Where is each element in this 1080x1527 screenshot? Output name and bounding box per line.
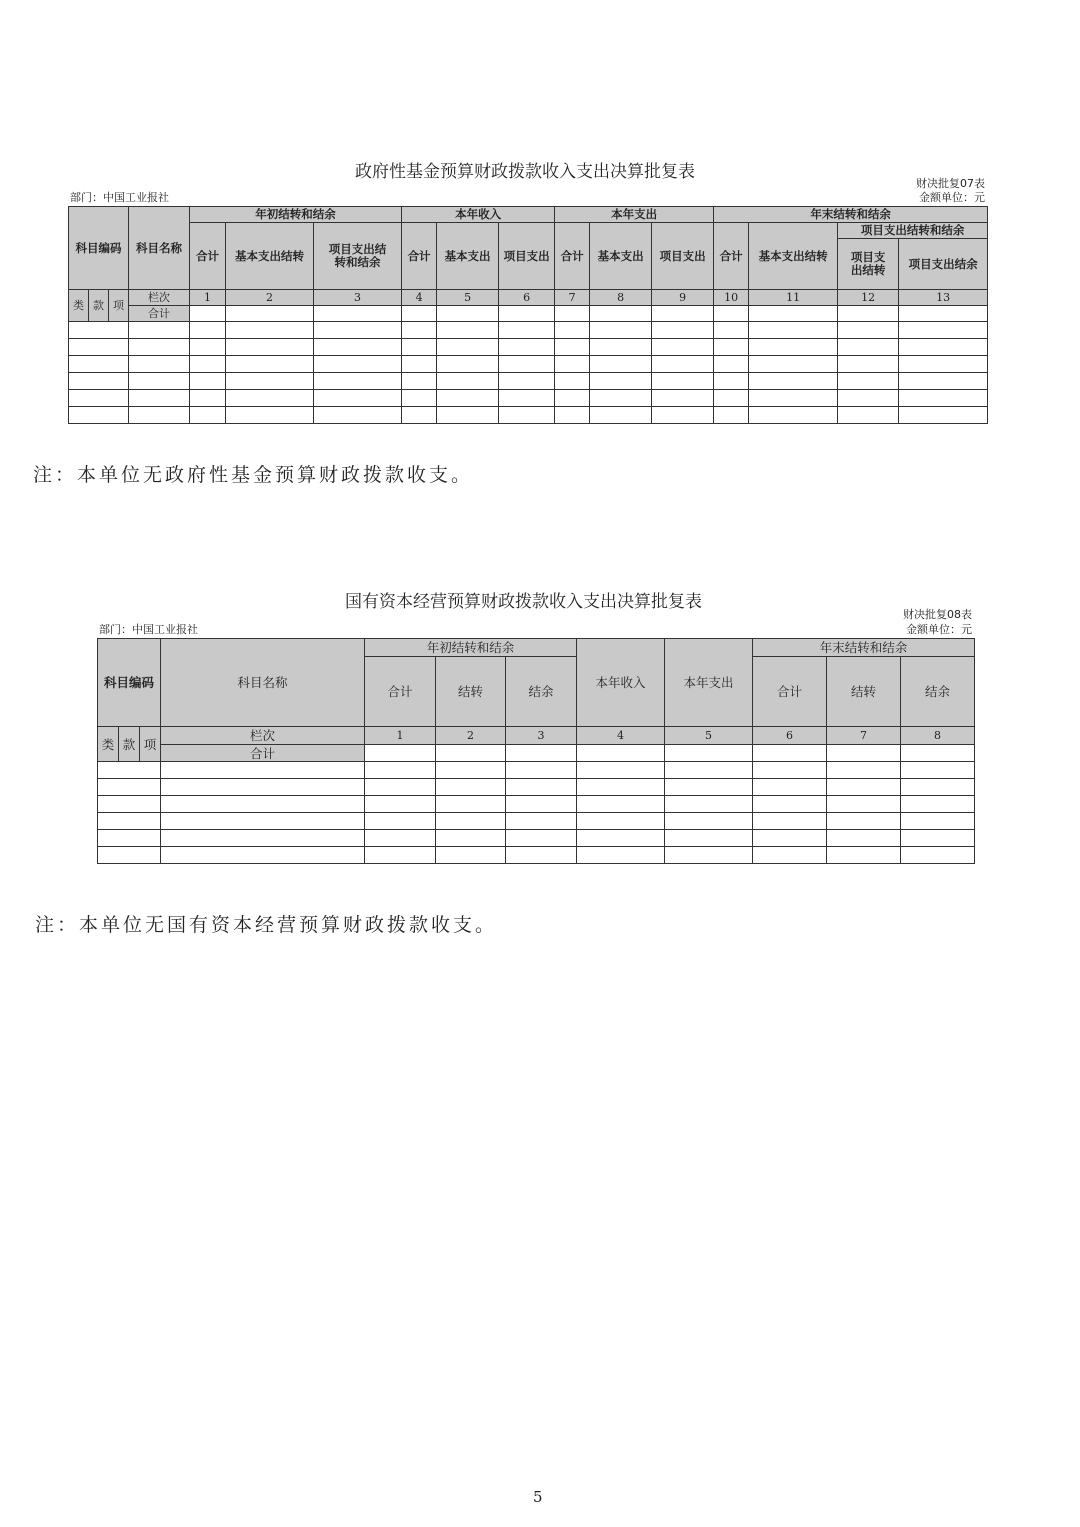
table-cell [365,847,436,864]
table-cell [436,745,506,762]
header-code: 科目编码 [69,207,129,290]
table-cell [577,813,665,830]
col-number: 6 [499,290,555,306]
table-row [69,407,988,424]
table-cell [314,407,402,424]
header-begin-surplus: 结余 [506,657,577,727]
table-cell [714,339,749,356]
table-cell [590,356,652,373]
table-cell [98,813,161,830]
table-cell [190,339,226,356]
col-number: 2 [436,727,506,745]
col-number: 10 [714,290,749,306]
table-cell [226,356,314,373]
table-cell [499,390,555,407]
table-cell [161,813,365,830]
table-cell [161,796,365,813]
table-cell [437,339,499,356]
table-cell [749,407,838,424]
header-end-group: 年末结转和结余 [753,639,975,657]
col-number: 12 [838,290,899,306]
table-cell [402,322,437,339]
table-cell [365,779,436,796]
table-cell [69,339,129,356]
table-cell [838,322,899,339]
header-kuan: 款 [89,290,109,322]
table2-title: 国有资本经营预算财政拨款收入支出决算批复表 [345,592,702,612]
table-cell [590,306,652,322]
table-cell [499,373,555,390]
table-cell [499,306,555,322]
table-cell [69,373,129,390]
table-cell [161,847,365,864]
table-cell [314,390,402,407]
table-cell [901,796,975,813]
table-cell [226,373,314,390]
table-cell [714,407,749,424]
table-cell [899,390,988,407]
page-number: 5 [533,1488,543,1506]
col-number: 13 [899,290,988,306]
table-cell [129,339,190,356]
table-cell [555,373,590,390]
table-cell [436,796,506,813]
table-cell [555,339,590,356]
table-cell [365,796,436,813]
table-row [69,339,988,356]
table2-form-no: 财决批复08表 [903,608,972,621]
table-cell [506,762,577,779]
table-cell [899,356,988,373]
header-name: 科目名称 [129,207,190,290]
col-number: 11 [749,290,838,306]
col-number: 5 [437,290,499,306]
table-cell [555,306,590,322]
table-cell [129,356,190,373]
table-cell [499,407,555,424]
table-cell [402,306,437,322]
table-cell [129,407,190,424]
col-index-label: 栏次 [129,290,190,306]
header-end-total: 合计 [753,657,827,727]
table-cell [827,847,901,864]
header-name: 科目名称 [161,639,365,727]
table-cell [652,373,714,390]
table1-unit: 金额单位：元 [919,191,985,204]
table-cell [226,322,314,339]
table-cell [437,390,499,407]
header-end-total: 合计 [714,223,749,290]
header-expense-project: 项目支出 [652,223,714,290]
table-cell [436,847,506,864]
col-number: 1 [190,290,226,306]
table-cell [838,373,899,390]
table2-department: 部门：中国工业报社 [99,623,198,636]
table-cell [437,356,499,373]
table1-form-no: 财决批复07表 [916,177,985,190]
table-cell [190,390,226,407]
table-cell [314,339,402,356]
table-cell [129,373,190,390]
table-cell [226,407,314,424]
table-cell [226,390,314,407]
table-cell [827,779,901,796]
table-cell [499,356,555,373]
table-cell [98,830,161,847]
table1-department: 部门：中国工业报社 [70,191,169,204]
table-cell [827,830,901,847]
table-cell [129,322,190,339]
table-cell [506,745,577,762]
table-cell [652,407,714,424]
table-cell [98,779,161,796]
header-begin-group: 年初结转和结余 [365,639,577,657]
table2-unit: 金额单位：元 [906,623,972,636]
table-cell [749,322,838,339]
col-number: 3 [506,727,577,745]
table-cell [555,356,590,373]
header-income-group: 本年收入 [402,207,555,223]
table-cell [577,796,665,813]
table-cell [190,373,226,390]
header-begin-total: 合计 [365,657,436,727]
table-cell [753,779,827,796]
table-cell [161,762,365,779]
header-end-group: 年末结转和结余 [714,207,988,223]
table-cell [899,407,988,424]
table-cell [402,373,437,390]
table-cell [899,306,988,322]
table-cell [665,745,753,762]
table-row [98,830,975,847]
table-cell [665,796,753,813]
table-row [98,813,975,830]
header-end-project-surplus: 项目支出结余 [899,239,988,290]
col-number: 5 [665,727,753,745]
table-cell [577,779,665,796]
table-cell [506,796,577,813]
header-expense-total: 合计 [555,223,590,290]
table-cell [838,339,899,356]
table-cell [365,830,436,847]
table-cell [437,373,499,390]
table-cell [577,830,665,847]
table-cell [555,390,590,407]
header-income-project: 项目支出 [499,223,555,290]
table-cell [226,339,314,356]
table-cell [827,762,901,779]
table-cell [749,339,838,356]
header-xiang: 项 [109,290,129,322]
table-cell [838,390,899,407]
table-cell [899,373,988,390]
table-cell [437,322,499,339]
table-cell [714,356,749,373]
table-cell [365,813,436,830]
table-cell [665,847,753,864]
table-cell [190,356,226,373]
table-cell [226,306,314,322]
table-cell [506,830,577,847]
table-cell [665,813,753,830]
header-income-basic: 基本支出 [437,223,499,290]
table-cell [98,796,161,813]
table-cell [838,306,899,322]
table-cell [899,339,988,356]
table-cell [437,306,499,322]
table-row [69,322,988,339]
table-cell [652,356,714,373]
table-cell [314,306,402,322]
table-cell [753,813,827,830]
table-cell [827,813,901,830]
table-row [69,373,988,390]
table-cell [314,322,402,339]
header-kuan: 款 [119,727,140,762]
table-cell [314,356,402,373]
table-cell [749,306,838,322]
table-cell [69,322,129,339]
col-index-label: 栏次 [161,727,365,745]
table-cell [753,796,827,813]
table-cell [899,322,988,339]
table-cell [590,373,652,390]
header-income: 本年收入 [577,639,665,727]
header-begin-project-carry-surplus: 项目支出结转和结余 [314,223,402,290]
header-expense-group: 本年支出 [555,207,714,223]
col-number: 8 [901,727,975,745]
table-cell [129,390,190,407]
header-end-project-carry: 项目支出结转 [838,239,899,290]
table-cell [506,813,577,830]
table-cell [436,762,506,779]
table-cell [838,356,899,373]
table-cell [190,407,226,424]
table-cell [838,407,899,424]
table-cell [555,407,590,424]
note-1: 注：本单位无政府性基金预算财政拨款收支。 [33,464,474,486]
table-cell [69,356,129,373]
table-cell [714,322,749,339]
table-cell [901,762,975,779]
table-cell [365,745,436,762]
col-number: 4 [402,290,437,306]
table-cell [714,306,749,322]
table-cell [714,390,749,407]
table1 [68,206,988,424]
table-cell [590,407,652,424]
table-cell [652,306,714,322]
col-number: 4 [577,727,665,745]
table-cell [753,830,827,847]
table-row [69,390,988,407]
table-cell [437,407,499,424]
table-cell [590,339,652,356]
col-number: 7 [555,290,590,306]
table-cell [402,407,437,424]
header-begin-group: 年初结转和结余 [190,207,402,223]
table-cell [98,847,161,864]
table-cell [901,745,975,762]
table-cell [402,390,437,407]
header-end-basic-carry: 基本支出结转 [749,223,838,290]
table-cell [161,779,365,796]
table-cell [749,373,838,390]
sum-row-label: 合计 [129,306,190,322]
table-cell [901,830,975,847]
table-cell [577,762,665,779]
header-expense: 本年支出 [665,639,753,727]
table-cell [753,745,827,762]
table-cell [590,322,652,339]
table-cell [714,373,749,390]
table-cell [577,745,665,762]
col-number: 7 [827,727,901,745]
table-cell [753,847,827,864]
table-cell [436,813,506,830]
table-cell [402,339,437,356]
table-cell [901,847,975,864]
table-cell [590,390,652,407]
header-begin-basic-carry: 基本支出结转 [226,223,314,290]
table-cell [436,779,506,796]
table-cell [665,779,753,796]
col-number: 1 [365,727,436,745]
col-number: 2 [226,290,314,306]
table-cell [652,390,714,407]
table-cell [161,830,365,847]
header-lei: 类 [69,290,89,322]
table-cell [827,745,901,762]
table-cell [555,322,590,339]
table-cell [190,306,226,322]
table-cell [665,762,753,779]
header-code: 科目编码 [98,639,161,727]
table-cell [753,762,827,779]
col-number: 6 [753,727,827,745]
table-cell [652,322,714,339]
table-cell [499,322,555,339]
table-row [98,796,975,813]
table-row [98,847,975,864]
table-cell [901,779,975,796]
table2 [97,638,975,864]
table-cell [749,356,838,373]
table-cell [69,390,129,407]
header-end-carry: 结转 [827,657,901,727]
table-cell [98,762,161,779]
sum-row-label: 合计 [161,745,365,762]
header-begin-carry: 结转 [436,657,506,727]
table-cell [190,322,226,339]
table-row [98,762,975,779]
table-row [69,356,988,373]
table-cell [652,339,714,356]
header-end-surplus: 结余 [901,657,975,727]
header-end-project-group: 项目支出结转和结余 [838,223,988,239]
col-number: 8 [590,290,652,306]
table1-title: 政府性基金预算财政拨款收入支出决算批复表 [355,162,695,182]
table-cell [314,373,402,390]
table-row [98,779,975,796]
table-cell [506,779,577,796]
header-begin-total: 合计 [190,223,226,290]
table-cell [577,847,665,864]
table-cell [365,762,436,779]
table-cell [499,339,555,356]
note-2: 注：本单位无国有资本经营预算财政拨款收支。 [35,914,498,936]
table-cell [436,830,506,847]
header-lei: 类 [98,727,119,762]
table-cell [749,390,838,407]
table-cell [827,796,901,813]
table-cell [665,830,753,847]
table-cell [901,813,975,830]
header-income-total: 合计 [402,223,437,290]
table-cell [69,407,129,424]
header-xiang: 项 [140,727,161,762]
table-cell [402,356,437,373]
table-cell [506,847,577,864]
col-number: 9 [652,290,714,306]
col-number: 3 [314,290,402,306]
header-expense-basic: 基本支出 [590,223,652,290]
